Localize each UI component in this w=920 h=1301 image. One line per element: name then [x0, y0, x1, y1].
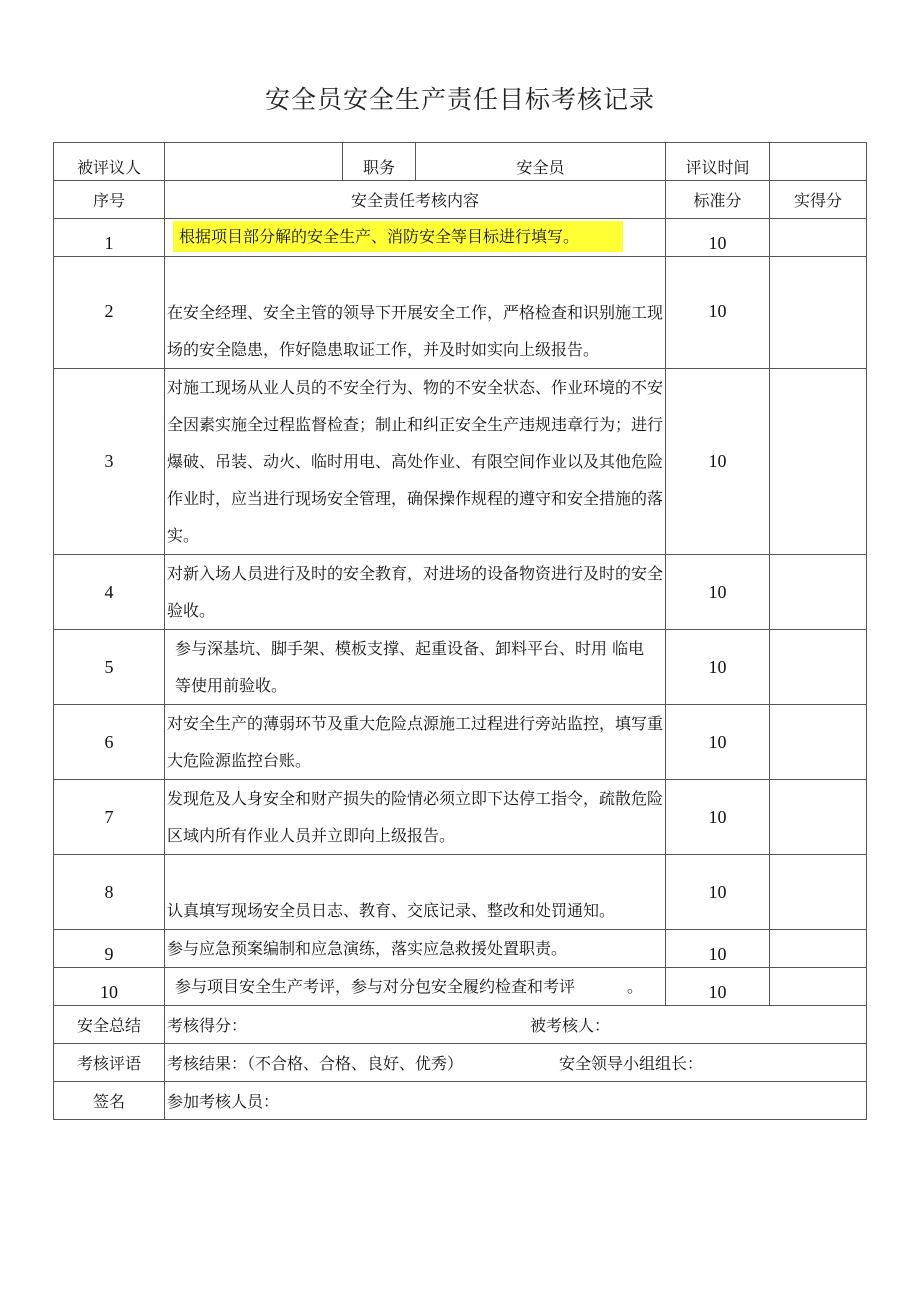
table-row [54, 369, 867, 555]
row-content: 对施工现场从业人员的不安全行为、物的不安全状态、作业环境的不安全因素实施全过程监督检查；制止和纠正安全生产违规违章行为；进行爆破、吊装、动火、临时用电、高处作业、有限空间作业以及其他危险作业时，应当进行现场安全管理，确保操作规程的遵守和安全措施的落实。 [165, 369, 666, 555]
result-label: 考核结果：（不合格、合格、良好、优秀） [167, 1054, 464, 1073]
table-row [54, 705, 867, 780]
row-content-text: 参与项目安全生产考评，参与对分包安全履约检查和考评 [175, 977, 576, 996]
row-actual-score [770, 555, 867, 630]
row-actual-score [770, 219, 867, 257]
row-standard-score: 10 [666, 369, 770, 555]
examinee-label: 被考核人： [530, 1016, 611, 1035]
row-actual-score [770, 630, 867, 705]
row-actual-score [770, 930, 867, 968]
sign-label: 签名 [54, 1082, 165, 1120]
row-actual-score [770, 968, 867, 1006]
row-content: 发现危及人身安全和财产损失的险情必须立即下达停工指令，疏散危险区域内所有作业人员并立即向上级报告。 [165, 780, 666, 855]
comment-label: 考核评语 [54, 1044, 165, 1082]
evaluation-time-label: 评议时间 [666, 143, 770, 181]
table-row [54, 780, 867, 855]
evaluee-label: 被评议人 [54, 143, 165, 181]
header-info-row [54, 143, 867, 181]
score-label: 考核得分： [167, 1016, 248, 1035]
page-title: 安全员安全生产责任目标考核记录 [264, 85, 655, 114]
row-standard-score: 10 [666, 219, 770, 257]
row-content [165, 968, 666, 1006]
highlighted-text: 根据项目部分解的安全生产、消防安全等目标进行填写。 [173, 221, 623, 252]
summary-cell [165, 1006, 867, 1044]
row-content: 在安全经理、安全主管的领导下开展安全工作，严格检查和识别施工现场的安全隐患，作好隐患取证工作，并及时如实向上级报告。 [165, 257, 666, 369]
row-content-tail: 。 [626, 977, 643, 996]
row-content: 对新入场人员进行及时的安全教育，对进场的设备物资进行及时的安全验收。 [165, 555, 666, 630]
row-seq: 6 [54, 705, 165, 780]
participants-label: 参加考核人员： [165, 1082, 867, 1120]
row-content: 认真填写现场安全员日志、教育、交底记录、整改和处罚通知。 [165, 855, 666, 930]
comment-row [54, 1044, 867, 1082]
row-standard-score: 10 [666, 930, 770, 968]
comment-cell [165, 1044, 867, 1082]
row-standard-score: 10 [666, 555, 770, 630]
leader-label: 安全领导小组组长： [559, 1054, 704, 1073]
table-row [54, 855, 867, 930]
table-row [54, 257, 867, 369]
table-row [54, 930, 867, 968]
row-content: 参与应急预案编制和应急演练，落实应急救援处置职责。 [165, 930, 666, 968]
row-seq: 10 [54, 968, 165, 1006]
position-label: 职务 [343, 143, 416, 181]
row-standard-score: 10 [666, 780, 770, 855]
evaluee-value [165, 143, 343, 181]
row-actual-score [770, 780, 867, 855]
row-standard-score: 10 [666, 630, 770, 705]
row-seq: 8 [54, 855, 165, 930]
table-row [54, 555, 867, 630]
row-seq: 4 [54, 555, 165, 630]
row-seq: 1 [54, 219, 165, 257]
row-content: 参与深基坑、脚手架、模板支撑、起重设备、卸料平台、时用 临电等使用前验收。 [165, 630, 666, 705]
row-standard-score: 10 [666, 705, 770, 780]
position-value: 安全员 [416, 143, 666, 181]
assessment-table [53, 142, 867, 1120]
standard-score-header: 标准分 [666, 181, 770, 219]
row-standard-score: 10 [666, 257, 770, 369]
seq-header: 序号 [54, 181, 165, 219]
summary-label: 安全总结 [54, 1006, 165, 1044]
row-seq: 3 [54, 369, 165, 555]
signature-row [54, 1082, 867, 1120]
row-actual-score [770, 705, 867, 780]
row-actual-score [770, 369, 867, 555]
row-content: 对安全生产的薄弱环节及重大危险点源施工过程进行旁站监控，填写重大危险源监控台账。 [165, 705, 666, 780]
actual-score-header: 实得分 [770, 181, 867, 219]
row-seq: 9 [54, 930, 165, 968]
row-actual-score [770, 855, 867, 930]
row-standard-score: 10 [666, 968, 770, 1006]
row-seq: 7 [54, 780, 165, 855]
row-actual-score [770, 257, 867, 369]
evaluation-time-value [770, 143, 867, 181]
table-row [54, 630, 867, 705]
table-row [54, 968, 867, 1006]
row-seq: 5 [54, 630, 165, 705]
row-content [165, 219, 666, 257]
table-row [54, 219, 867, 257]
content-header: 安全责任考核内容 [165, 181, 666, 219]
row-seq: 2 [54, 257, 165, 369]
row-standard-score: 10 [666, 855, 770, 930]
summary-row [54, 1006, 867, 1044]
column-header-row [54, 181, 867, 219]
